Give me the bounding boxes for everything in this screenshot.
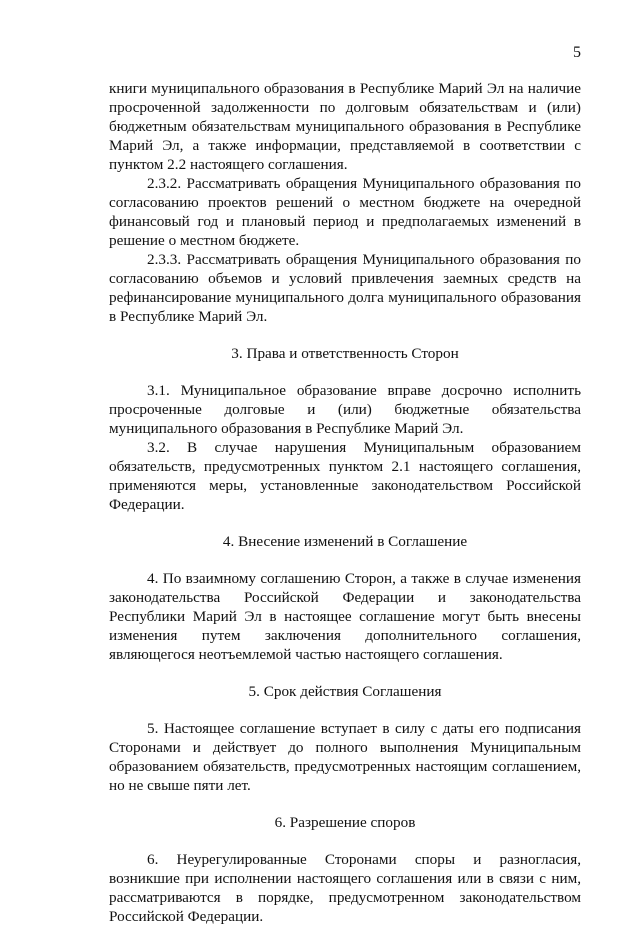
paragraph-3-2: 3.2. В случае нарушения Муниципальным образованием обязательств, предусмотренных пунктом 2.1 настоящего соглашения, применяются меры, установленные законодательством Российской Федерации. [109, 439, 581, 513]
paragraph-5: 5. Настоящее соглашение вступает в силу с даты его подписания Сторонами и действует до полного выполнения Муниципальным образованием обязательств, предусмотренных настоящим соглашением, но не свыше пяти лет. [109, 720, 581, 794]
section-4-heading: 4. Внесение изменений в Соглашение [222, 533, 468, 550]
paragraph-2-3-1-continuation: книги муниципального образования в Республике Марий Эл на наличие просроченной задолженности по долговым обязательствам и (или) бюджетным обязательствам муниципального образования в Республике Марий Эл, а также информации, представляемой в соответствии с пунктом 2.2 настоящего соглашения. [109, 80, 581, 173]
section-5-heading: 5. Срок действия Соглашения [248, 683, 442, 700]
paragraph-6: 6. Неурегулированные Сторонами споры и разногласия, возникшие при исполнении настоящего соглашения или в связи с ним, рассматриваются в порядке, предусмотренном законодательством Российской Федерации. [109, 851, 581, 925]
paragraph-3-1: 3.1. Муниципальное образование вправе досрочно исполнить просроченные долговые и (или) бюджетные обязательства муниципального образования в Республике Марий Эл. [109, 382, 581, 437]
paragraph-2-3-3: 2.3.3. Рассматривать обращения Муниципального образования по согласованию объемов и условий привлечения заемных средств на рефинансирование муниципального долга муниципального образования в Республике Марий Эл. [109, 251, 581, 325]
paragraph-4: 4. По взаимному соглашению Сторон, а также в случае изменения законодательства Российской Федерации и законодательства Республики Марий Эл в настоящее соглашение могут быть внесены изменения путем заключения дополнительного соглашения, являющегося неотъемлемой частью настоящего соглашения. [109, 570, 581, 663]
document-body [109, 79, 581, 926]
paragraph-2-3-2: 2.3.2. Рассматривать обращения Муниципального образования по согласованию проектов решений о местном бюджете на очередной финансовый год и плановый период и предполагаемых изменений в решение о местном бюджете. [109, 175, 581, 249]
section-6-heading: 6. Разрешение споров [274, 814, 416, 831]
page-number: 5 [573, 44, 581, 61]
section-3-heading: 3. Права и ответственность Сторон [231, 345, 459, 362]
